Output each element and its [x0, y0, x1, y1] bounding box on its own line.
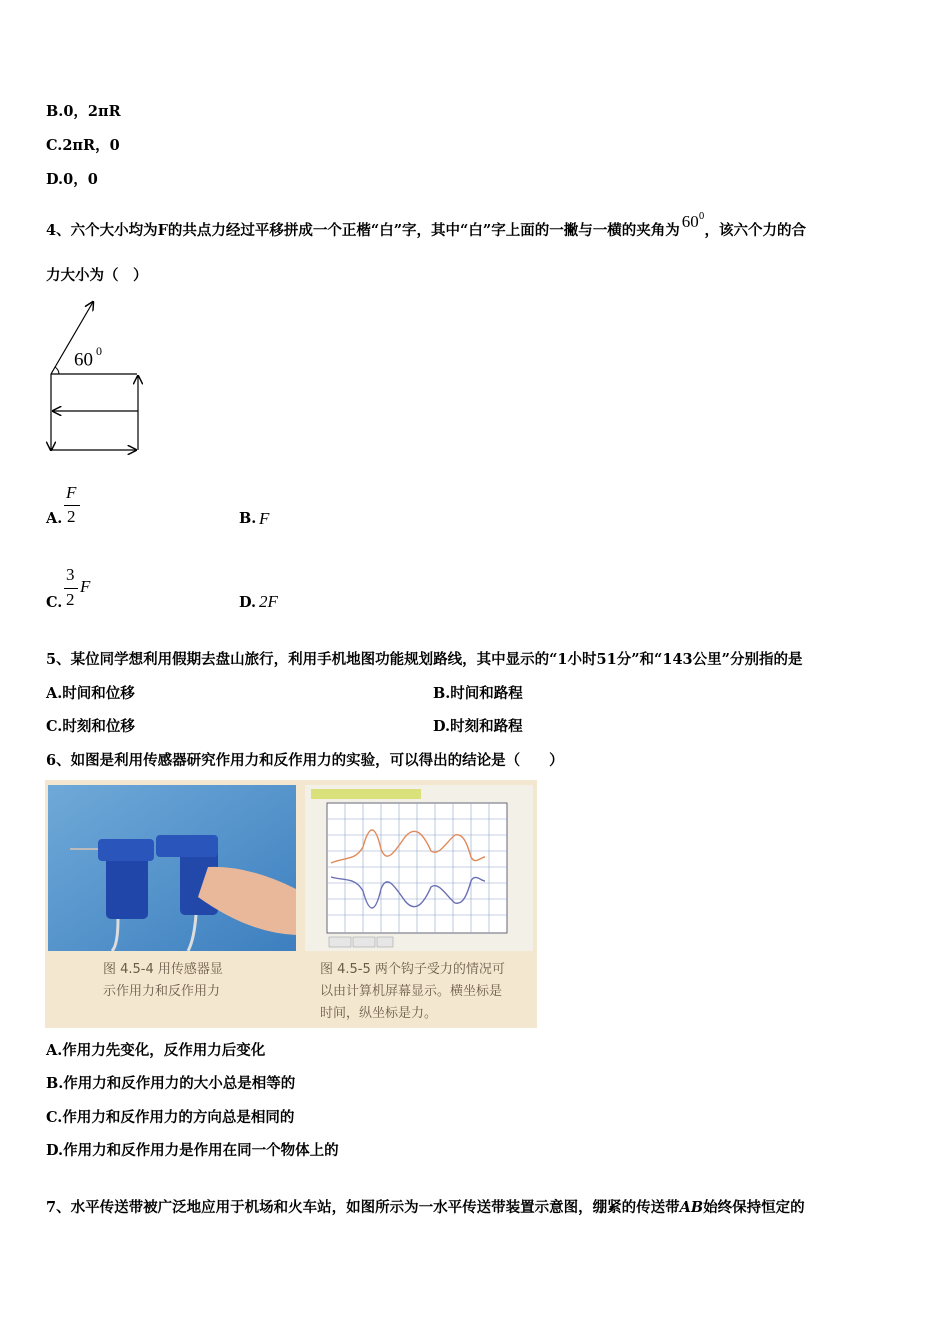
q7-stem-text-a: 7、水平传送带被广泛地应用于机场和火车站，如图所示为一水平传送带装置示意图，绷紧的传送带 — [46, 1199, 680, 1216]
q4-option-d-letter: D. — [239, 594, 257, 611]
q4-force-figure — [40, 295, 160, 460]
q6-option-a: A.作用力先变化，反作用力后变化 — [46, 1042, 266, 1059]
q6-option-d: D.作用力和反作用力是作用在同一个物体上的 — [46, 1142, 339, 1159]
caption-left-line1: 图 4.5-4 用传感器显 — [103, 962, 223, 977]
q5-option-a: A.时间和位移 — [46, 685, 135, 702]
caption-right-line2: 以由计算机屏幕显示。横坐标是 — [320, 984, 503, 999]
q6-figure-panel — [45, 780, 537, 1028]
q4-option-b-value: F — [259, 509, 270, 528]
q4-option-c-variable: F — [80, 577, 91, 596]
caption-left-line2: 示作用力和反作用力 — [103, 984, 221, 999]
q4-option-d-value: 2F — [259, 592, 278, 611]
force-time-screen — [305, 785, 533, 951]
figure-angle-label — [74, 344, 102, 371]
q4-option-a-denominator: 2 — [67, 507, 76, 526]
caption-right-line1: 图 4.5-5 两个钩子受力的情况可 — [320, 962, 505, 977]
option-letter: B. — [46, 103, 64, 120]
q4-option-a-fraction-bar — [64, 505, 80, 506]
q4-option-a-numerator: F — [66, 483, 77, 502]
q6-option-b: B.作用力和反作用力的大小总是相等的 — [46, 1075, 296, 1092]
q4-stem-text-b: ，该六个力的合 — [704, 221, 806, 239]
q6-option-c: C.作用力和反作用力的方向总是相同的 — [46, 1109, 295, 1126]
option-text: 2πR，0 — [62, 137, 120, 154]
q4-option-c-numerator: 3 — [66, 565, 75, 584]
q4-option-c-fraction-bar — [64, 588, 78, 589]
q4-option-c-denominator: 2 — [66, 590, 75, 609]
q4-option-c-letter: C. — [46, 594, 63, 611]
q3-option-d — [46, 170, 98, 190]
q6-stem: 6、如图是利用传感器研究作用力和反作用力的实验，可以得出的结论是（ ） — [46, 752, 564, 769]
q4-stem-text-a: 4、六个大小均为F的共点力经过平移拼成一个正楷“白”字，其中“白”字上面的一撇与一横的夹角为 — [46, 221, 680, 239]
q5-option-c: C.时刻和位移 — [46, 718, 135, 735]
figure-angle-degree: 0 — [96, 344, 102, 358]
q5-stem: 5、某位同学想利用假期去盘山旅行，利用手机地图功能规划路线，其中显示的“1小时51分”和“143公里”分别指的是 — [46, 651, 803, 668]
figure-angle-value: 60 — [74, 349, 93, 371]
caption-right-line3: 时间，纵坐标是力。 — [320, 1006, 438, 1021]
q7-stem-text-b: 始终保持恒定的 — [703, 1199, 805, 1216]
q4-angle-degree: 0 — [698, 212, 705, 222]
q3-option-b — [46, 102, 121, 122]
option-text: 0，0 — [63, 171, 98, 188]
q4-option-b-letter: B. — [239, 510, 257, 527]
q7-belt-label: AB — [679, 1199, 704, 1216]
option-letter: D. — [46, 171, 64, 188]
q3-option-c — [46, 136, 120, 156]
q4-angle-value: 60 — [681, 211, 699, 231]
q5-option-d: D.时刻和路程 — [433, 718, 523, 735]
sensor-photo — [48, 785, 296, 951]
option-letter: C. — [46, 137, 63, 154]
q5-option-b: B.时间和路程 — [433, 685, 523, 702]
option-text: 0，2πR — [63, 103, 121, 120]
q4-stem-line1 — [46, 211, 806, 241]
angle-arc — [55, 367, 59, 374]
q4-option-a-letter: A. — [46, 510, 63, 527]
q7-stem — [46, 1198, 805, 1218]
q4-stem-line2: 力大小为（ ） — [46, 267, 148, 284]
